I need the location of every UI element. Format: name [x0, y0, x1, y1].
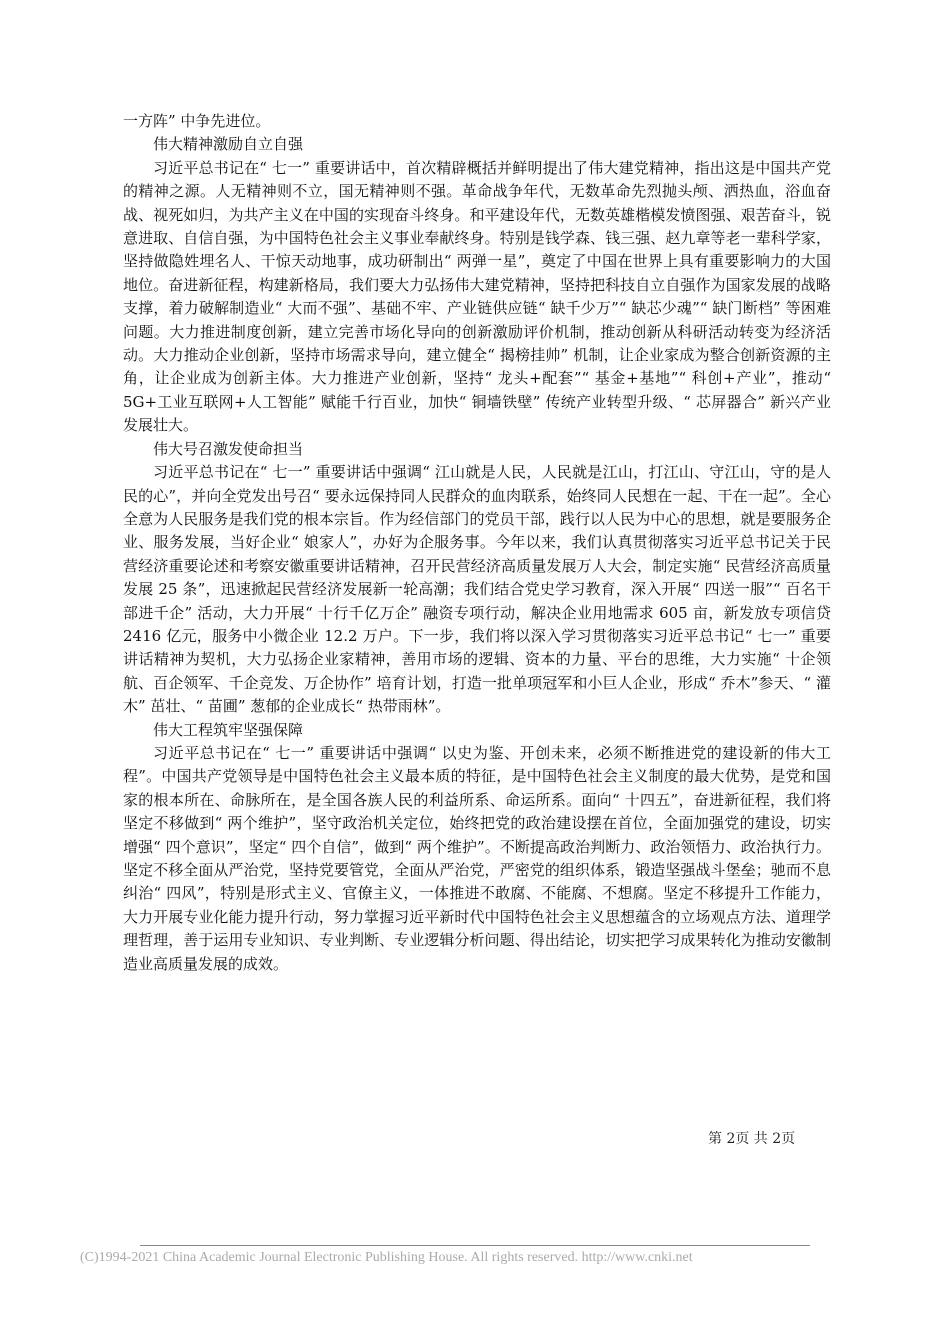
copyright-footer: (C)1994-2021 China Academic Journal Electronic Publishing House. All rights reserved. http://www.cnki.net	[80, 1250, 693, 1265]
paragraph-mission: 习近平总书记在“ 七一” 重要讲话中强调“ 江山就是人民，人民就是江山，打江山、守江山，守的是人民的心”，并向全党发出号召“ 要永远保持同人民群众的血肉联系，始终同人民想在一起、干在一起”。全心全意为人民服务是我们党的根本宗旨。作为经信部门的党员干部，践行以人民为中心的思想，就是要服务企业、服务发展，当好企业“ 娘家人”，办好为企服务事。今年以来，我们认真贯彻落实习近平总书记关于民营经济重要论述和考察安徽重要讲话精神，召开民营经济高质量发展万人大会，制定实施“ 民营经济高质量发展 25 条”，迅速掀起民营经济发展新一轮高潮；我们结合党史学习教育，深入开展“ 四送一服”“ 百名干部进千企” 活动，大力开展“ 十行千亿万企” 融资专项行动，解决企业用地需求 605 亩，新发放专项信贷 2416 亿元，服务中小微企业 12.2 万户。下一步，我们将以深入学习贯彻落实习近平总书记“ 七一” 重要讲话精神为契机，大力弘扬企业家精神，善用市场的逻辑、资本的力量、平台的思维，大力实施“ 十企领航、百企领军、千企竞发、万企协作” 培育计划，打造一批单项冠军和小巨人企业，形成“ 乔木”参天、“ 灌木” 茁壮、“ 苗圃” 葱郁的企业成长“ 热带雨林”。	[123, 463, 831, 716]
page-number: 第 2页 共 2页	[708, 1131, 796, 1147]
section-heading-mission: 伟大号召激发使命担当	[153, 439, 304, 458]
paragraph-continuation: 一方阵” 中争先进位。	[123, 112, 271, 130]
section-heading-spirit: 伟大精神激励自立自强	[153, 135, 304, 154]
paragraph-project: 习近平总书记在“ 七一” 重要讲话中强调“ 以史为鉴、开创未来，必须不断推进党的建设新的伟大工程”。中国共产党领导是中国特色社会主义最本质的特征，是中国特色社会主义制度的最大优势，是党和国家的根本所在、命脉所在，是全国各族人民的利益所系、命运所系。面向“ 十四五”，奋进新征程，我们将坚定不移做到“ 两个维护”，坚守政治机关定位，始终把党的政治建设摆在首位，全面加强党的建设，切实增强“ 四个意识”，坚定“ 四个自信”，做到“ 两个维护”。不断提高政治判断力、政治领悟力、政治执行力。坚定不移全面从严治党，坚持党要管党，全面从严治党，严密党的组织体系，锻造坚强战斗堡垒；驰而不息纠治“ 四风”，特别是形式主义、官僚主义，一体推进不敢腐、不能腐、不想腐。坚定不移提升工作能力，大力开展专业化能力提升行动，努力掌握习近平新时代中国特色社会主义思想蕴含的立场观点方法、道理学理哲理，善于运用专业知识、专业判断、专业逻辑分析问题、得出结论，切实把学习成果转化为推动安徽制造业高质量发展的成效。	[123, 743, 831, 973]
article-body	[123, 110, 831, 976]
paragraph-spirit: 习近平总书记在“ 七一” 重要讲话中，首次精辟概括并鲜明提出了伟大建党精神，指出这是中国共产党的精神之源。人无精神则不立，国无精神则不强。革命战争年代，无数革命先烈抛头颅、洒热血，浴血奋战、视死如归，为共产主义在中国的实现奋斗终身。和平建设年代，无数英雄楷模发愤图强、艰苦奋斗，锐意进取、自信自强，为中国特色社会主义事业奉献终身。特别是钱学森、钱三强、赵九章等老一辈科学家，坚持做隐姓埋名人、干惊天动地事，成功研制出“ 两弹一星”，奠定了中国在世界上具有重要影响力的大国地位。奋进新征程，构建新格局，我们要大力弘扬伟大建党精神，坚持把科技自立自强作为国家发展的战略支撑，着力破解制造业“ 大而不强”、基础不牢、产业链供应链“ 缺千少万”“ 缺芯少魂”“ 缺门断档” 等困难问题。大力推进制度创新，建立完善市场化导向的创新激励评价机制，推动创新从科研活动转变为经济活动。大力推动企业创新，坚持市场需求导向，建立健全“ 揭榜挂帅” 机制，让企业家成为整合创新资源的主角，让企业成为创新主体。大力推进产业创新，坚持“ 龙头+配套”“ 基金+基地”“ 科创+产业”，推动“ 5G+工业互联网+人工智能” 赋能千行百业，加快“ 铜墙铁壁” 传统产业转型升级、“ 芯屏器合” 新兴产业发展壮大。	[123, 158, 831, 435]
section-heading-project: 伟大工程筑牢坚强保障	[153, 720, 304, 739]
footer-divider	[140, 1245, 810, 1246]
